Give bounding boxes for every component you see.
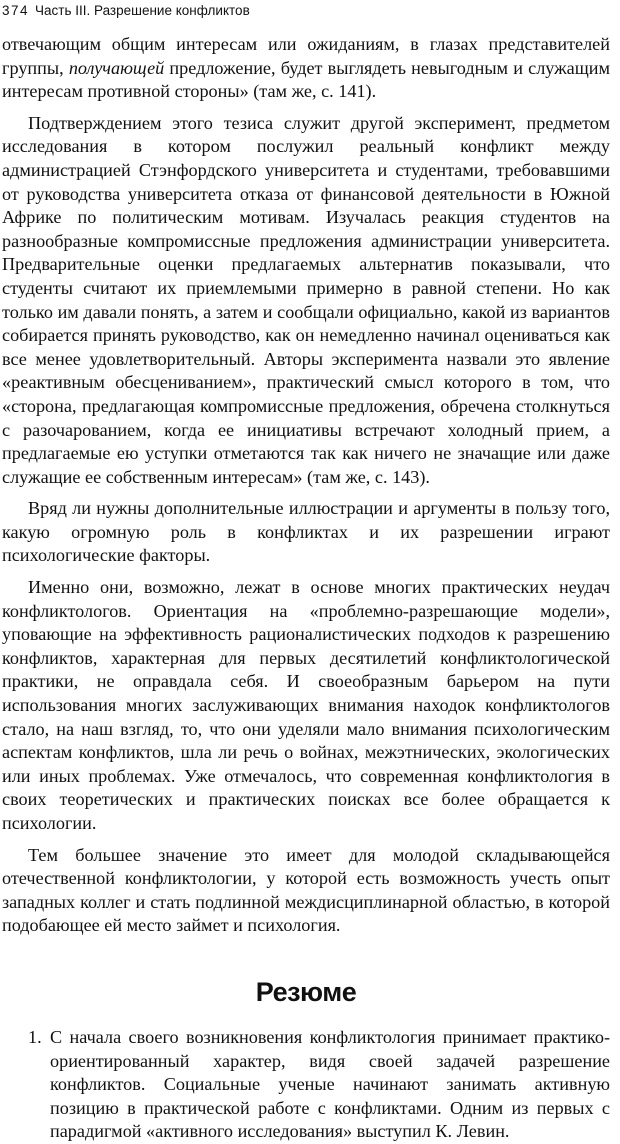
- paragraph-text: Тем большее значение это имеет для молодой складывающейся отечественной конфликтологии, у которой есть возможность учесть опыт западных коллег и стать подлинной междисциплинарной областью, в которой подобающее ей место займет и психология.: [2, 844, 610, 936]
- summary-list: [2, 1026, 610, 1144]
- emphasized-text: получающей: [68, 57, 165, 78]
- paragraph-text: Вряд ли нужны дополнительные иллюстрации и аргументы в пользу того, какую огромную роль в конфликтах и их разрешении играют психологические факторы.: [2, 498, 610, 566]
- body-paragraph: [2, 844, 610, 938]
- paragraph-text: Подтверждением этого тезиса служит другой эксперимент, предметом исследования в котором послужил реальный конфликт между администрацией Стэнфордского университета и студентами, требовавшими от руководства университета отказа от финансовой деятельности в Южной Африке по политическим мотивам. Изучалась реакция студентов на разнообразные компромиссные предложения администрации университета. Предварительные оценки предлагаемых альтернатив показывали, что студенты считают их приемлемыми примерно в равной степени. Но как только им давали понять, а затем и сообщали официально, какой из вариантов собирается принять руководство, как он немедленно начинал оцениваться как все менее удовлетворительный. Авторы эксперимента назвали это явление «реактивным обесцениванием», практический смысл которого в том, что «сторона, предлагающая компромиссные предложения, обречена столкнуться с разочарованием, когда ее инициативы встречают холодный прием, а предлагаемые ею уступки отметаются так как ничего не значащие или даже служащие ее собственным интересам» (там же, с. 143).: [2, 112, 610, 487]
- summary-item-number: 1.: [28, 1026, 42, 1047]
- page-number: 374: [2, 3, 30, 18]
- summary-heading: Резюме: [255, 976, 357, 1007]
- paragraph-text: Именно они, возможно, лежат в основе многих практических неудач конфликтологов. Ориентация на «проблемно-разрешающие модели», уповающие на эффективность рационалистических подходов к разрешению конфликтов, характерная для первых десятилетий конфликтологической практики, не оправдала себя. И своеобразным барьером на пути использования многих заслуживающих внимания находок конфликтологов стало, на наш взгляд, то, что они уделяли мало внимания психологическим аспектам конфликтов, шла ли речь о войнах, межэтнических, экологических или иных проблемах. Уже отмечалось, что современная конфликтология в своих теоретических и практических поисках все более обращается к психологии.: [2, 577, 610, 833]
- summary-item: [2, 1026, 610, 1144]
- body-paragraph: [2, 576, 610, 836]
- summary-item-text: С начала своего возникновения конфликтология принимает практико-ориентированный характер, видя своей задачей разрешение конфликтов. Социальные ученые начинают занимать активную позицию в практической работе с конфликтами. Одним из первых с парадигмой «активного исследования» выступил К. Левин.: [50, 1026, 610, 1142]
- paragraph-text: отвечающим общим интересам или ожиданиям, в глазах представителей группы,: [2, 34, 610, 78]
- running-header: [2, 3, 610, 19]
- body-paragraph: [2, 112, 610, 490]
- body-paragraph: [2, 33, 610, 104]
- body-text: [2, 33, 610, 938]
- section-title: Часть III. Разрешение конфликтов: [35, 3, 250, 18]
- body-paragraph: [2, 497, 610, 568]
- paragraph-text: предложение, будет выглядеть невыгодным и служащим интересам противной стороны» (там же, с. 141).: [2, 57, 611, 102]
